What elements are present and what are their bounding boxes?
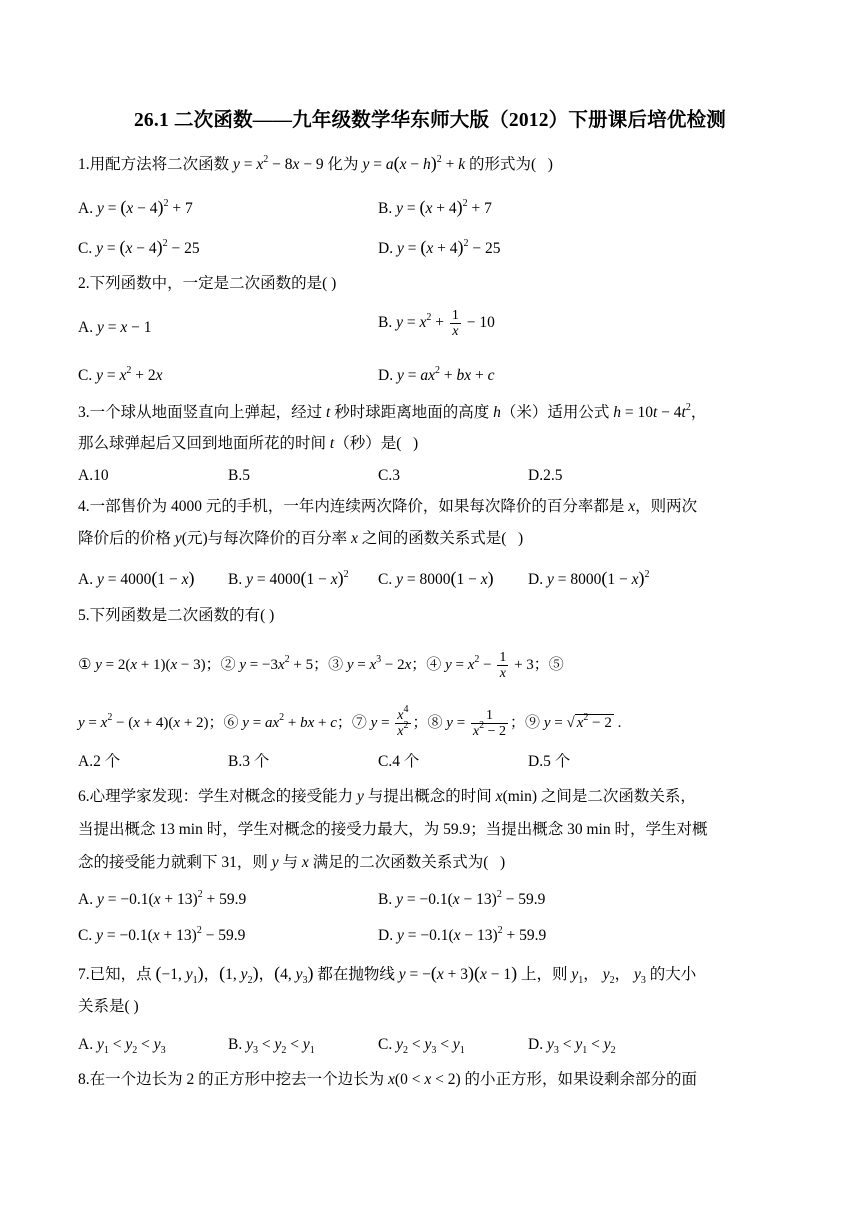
- question-2-option-a[interactable]: A. y = x − 1: [78, 319, 152, 336]
- question-3-option-b[interactable]: B.5: [228, 467, 250, 484]
- question-5-option-c[interactable]: C.4 个: [378, 753, 420, 770]
- question-5-option-d[interactable]: D.5 个: [528, 753, 571, 770]
- question-6-option-b[interactable]: B. $y = -0.1(x - 13)^2 - 59.9$: [378, 889, 546, 908]
- question-2-option-d[interactable]: D. $y = ax^2$ + bx + c: [378, 365, 495, 384]
- question-5-stem: 5.下列函数是二次函数的有( ): [78, 607, 275, 624]
- question-1-option-c[interactable]: C. $y = (x - 4)^2 - 25$: [78, 237, 200, 257]
- question-7-option-a[interactable]: A. $y_1 < y_2 < y_3$: [78, 1036, 166, 1056]
- question-3-option-c[interactable]: C.3: [378, 467, 400, 484]
- question-7-stem-line-2: 关系是( ): [78, 998, 139, 1015]
- question-7-stem-line-1: 7.已知，点 (−1, $y_1$)，(1, $y_2$)，(4, $y_3$) 都在抛物线 y = −(x + 3)(x − 1) 上，则 $y_1$， $y_2$， $y_3$ 的大小: [78, 963, 697, 986]
- question-6-stem-line-2: 当提出概念 13 min 时，学生对概念的接受力最大，为 59.9；当提出概念 30 min 时，学生对概: [78, 821, 708, 838]
- question-8-stem-line-1: 8.在一个边长为 2 的正方形中挖去一个边长为 x(0 < x < 2) 的小正方形，如果设剩余部分的面: [78, 1071, 697, 1088]
- question-5-option-a[interactable]: A.2 个: [78, 753, 121, 770]
- question-5-list-line-2: $y = x^2 - (x + 4)(x + 2)$；⑥ $y = ax^2$ + bx + c；⑦ y = $\frac{x^4}{x^2}$ ；⑧ y = $\frac{1}{x^2 - 2}$ ；⑨ y = √ $x^2 - 2$ .: [78, 704, 622, 739]
- question-2-option-c[interactable]: C. $y = x^2 + 2x$: [78, 365, 163, 384]
- question-3-stem-line-2: 那么球弹起后又回到地面所花的时间 t（秒）是( ): [78, 435, 419, 452]
- question-3-option-a[interactable]: A.10: [78, 467, 109, 484]
- question-1-stem: 1.用配方法将二次函数 $y = x^2 - 8x - 9$ 化为 $y = a(x - h)^2 + k$ 的形式为( ): [78, 153, 553, 173]
- question-6-option-a[interactable]: A. $y = -0.1(x + 13)^2 + 59.9$: [78, 889, 247, 908]
- question-6-option-d[interactable]: D. $y = -0.1(x - 13)^2 + 59.9$: [378, 925, 547, 944]
- question-4-option-d[interactable]: D. $y = 8000(1 - x)^2$: [528, 568, 650, 588]
- question-4-stem-line-2: 降价后的价格 y(元)与每次降价的百分率 x 之间的函数关系式是( ): [78, 530, 524, 547]
- page-title: 26.1 二次函数——九年级数学华东师大版（2012）下册课后培优检测: [133, 110, 726, 131]
- question-5-option-b[interactable]: B.3 个: [228, 753, 270, 770]
- question-4-stem-line-1: 4.一部售价为 4000 元的手机，一年内连续两次降价，如果每次降价的百分率都是 x，则两次: [78, 498, 698, 515]
- question-3-stem-line-1: 3.一个球从地面竖直向上弹起，经过 t 秒时球距离地面的高度 h（米）适用公式 $h = 10t - 4t^2$，: [78, 402, 707, 421]
- question-6-stem-line-3: 念的接受能力就剩下 31，则 y 与 x 满足的二次函数关系式为( ): [78, 854, 506, 871]
- question-2-stem: 2.下列函数中，一定是二次函数的是( ): [78, 275, 337, 292]
- question-3-option-d[interactable]: D.2.5: [528, 467, 563, 484]
- question-1-option-a[interactable]: A. $y = (x - 4)^2 + 7$: [78, 197, 193, 217]
- question-4-option-a[interactable]: A. y = 4000(1 − x): [78, 568, 195, 588]
- question-4-option-c[interactable]: C. y = 8000(1 − x): [378, 568, 494, 588]
- question-1-option-b[interactable]: B. $y = (x + 4)^2 + 7$: [378, 197, 492, 217]
- question-6-option-c[interactable]: C. $y = -0.1(x + 13)^2 - 59.9$: [78, 925, 246, 944]
- question-5-list-line-1: ① y = 2(x + 1)(x − 3)；② $y = -3x^2 + 5$；③ $y = x^3 - 2x$；④ $y = x^2$ − $\frac{1}{x}$ + 3；⑤: [78, 650, 564, 681]
- question-7-option-b[interactable]: B. $y_3 < y_2 < y_1$: [228, 1036, 315, 1056]
- question-6-stem-line-1: 6.心理学家发现：学生对概念的接受能力 y 与提出概念的时间 x(min) 之间是二次函数关系，: [78, 788, 696, 805]
- question-7-option-d[interactable]: D. $y_3 < y_1 < y_2$: [528, 1036, 616, 1056]
- question-2-option-b[interactable]: B. $y = x^2$ + $\frac{1}{x}$ − 10: [378, 308, 495, 339]
- question-7-option-c[interactable]: C. $y_2 < y_3 < y_1$: [378, 1036, 465, 1056]
- question-1-option-d[interactable]: D. $y = (x + 4)^2 - 25$: [378, 237, 501, 257]
- question-4-option-b[interactable]: B. $y = 4000(1 - x)^2$: [228, 568, 349, 588]
